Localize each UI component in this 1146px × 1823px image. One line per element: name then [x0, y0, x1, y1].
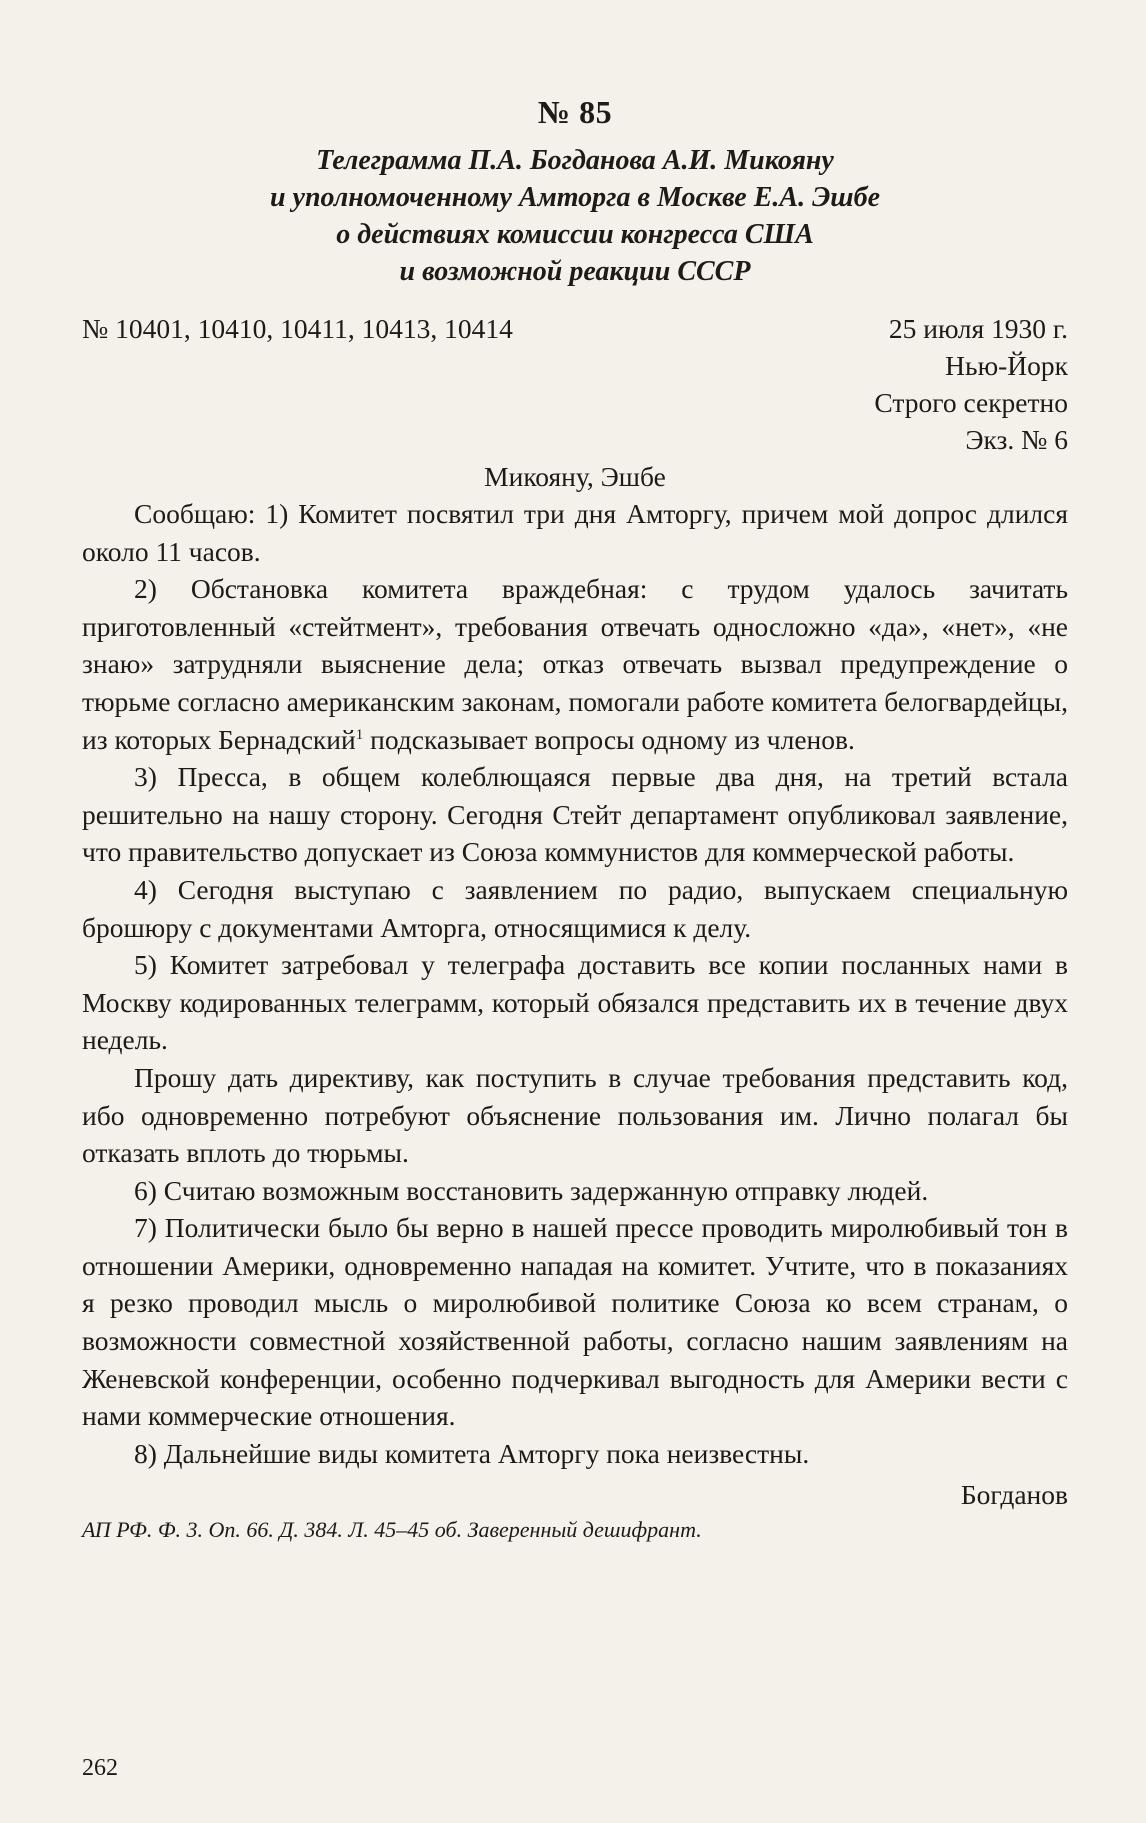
signature: Богданов — [960, 1479, 1068, 1511]
paragraph: Сообщаю: 1) Комитет посвятил три дня Амторгу, причем мой допрос длился около 11 часов. — [82, 498, 1068, 567]
page-number: 262 — [82, 1755, 118, 1781]
document-date: 25 июля 1930 г. — [888, 313, 1068, 344]
copy-number: Экз. № 6 — [965, 424, 1068, 455]
registration-row — [82, 310, 1068, 347]
addressee: Микояну, Эшбе — [484, 461, 666, 492]
paragraph: 6) Считаю возможным восстановить задержанную отправку людей. — [134, 1174, 929, 1206]
registration-numbers: № 10401, 10410, 10411, 10413, 10414 — [82, 313, 513, 344]
paragraph: Прошу дать директиву, как поступить в случае требования представить код, ибо одновременно потребуют объяснение пользования им. Лично полагал бы отказать вплоть до тюрьмы. — [82, 1061, 1068, 1169]
paragraph: 5) Комитет затребовал у телеграфа доставить все копии посланных нами в Москву кодированных телеграмм, который обязался представить их в течение двух недель. — [82, 949, 1068, 1056]
paragraph: 8) Дальнейшие виды комитета Амторгу пока неизвестны. — [134, 1437, 810, 1469]
title-line: и уполномоченному Амторга в Москве Е.А. Эшбе — [269, 182, 881, 213]
place: Нью-Йорк — [945, 350, 1068, 381]
document-number: № 85 — [537, 94, 613, 130]
title-line: о действиях комиссии конгресса США — [336, 219, 814, 250]
title-line: Телеграмма П.А. Богданова А.И. Микояну — [316, 145, 834, 176]
paragraph: 4) Сегодня выступаю с заявлением по радио, выпускаем специальную брошюру с документами Амторга, относящимися к делу. — [82, 873, 1068, 943]
paragraph: 3) Пресса, в общем колеблющаяся первые два дня, на третий встала решительно на нашу сторону. Сегодня Стейт департамент опубликовал заявление, что правительство допускает из Союза коммунистов для коммерческой работы. — [82, 761, 1068, 868]
archival-source: АП РФ. Ф. 3. Оп. 66. Д. 384. Л. 45–45 об. Заверенный дешифрант. — [82, 1517, 702, 1543]
paragraph: 7) Политически было бы верно в нашей прессе проводить миролюбивый тон в отношении Америки, одновременно нападая на комитет. Учтите, что в показаниях я резко проводил мысль о миролюбивой политике Союза ко всем странам, о возможности совместной хозяйственной работы, согласно нашим заявлениям на Женевской конференции, особенно подчеркивал выгодность для Америки вести с нами коммерческие отношения. — [82, 1212, 1068, 1432]
classification-stamp: Строго секретно — [874, 387, 1068, 418]
document-title — [82, 142, 1068, 290]
paragraph: 2) Обстановка комитета враждебная: с трудом удалось зачитать приготовленный «стейтмент», требования отвечать односложно «да», «нет», «не знаю» затрудняли выяснение дела; отказ отвечать вызвал предупреждение о тюрьме согласно американским законам, помогали работе комитета белогвардейцы, из которых Бернадский$^1$ подсказывает вопросы одному из членов. — [82, 573, 1068, 755]
telegram-body — [82, 495, 1068, 1472]
footnote-mark: 1 — [355, 726, 364, 743]
title-line: и возможной реакции СССР — [399, 256, 751, 287]
